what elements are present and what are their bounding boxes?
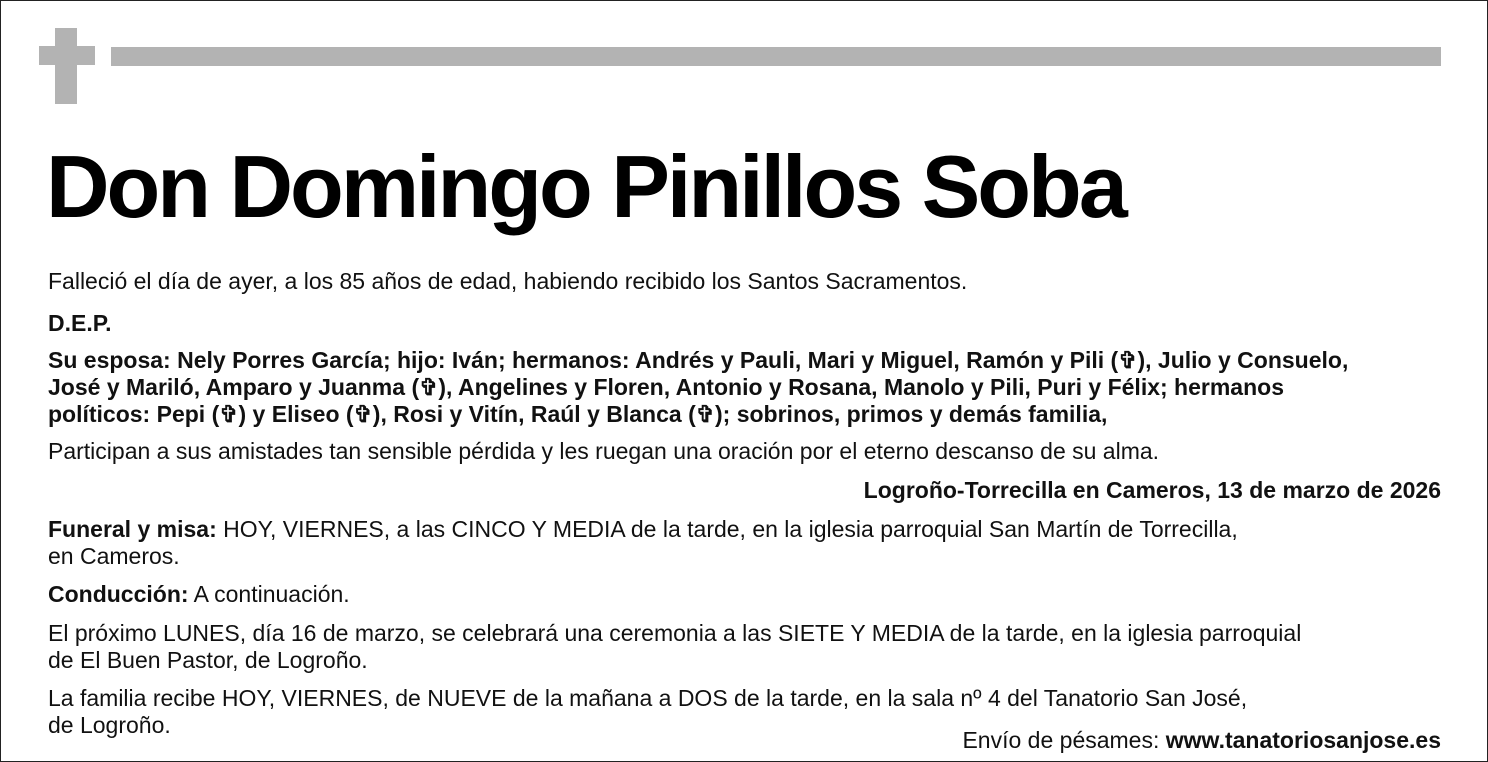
family-line-2: José y Mariló, Amparo y Juanma (✞), Angelines y Floren, Antonio y Rosana, Manolo y Pili, Puri y Félix; hermanos [48,374,1284,400]
pesames-label: Envío de pésames: [962,727,1166,753]
deceased-name: Don Domingo Pinillos Soba [46,137,1125,236]
funeral-text: HOY, VIERNES, a las CINCO Y MEDIA de la tarde, en la iglesia parroquial San Martín de Torrecilla, [216,516,1238,542]
funeral-line-1 [48,516,1448,543]
pesames-link[interactable]: www.tanatoriosanjose.es [1165,727,1441,753]
participation-text: Participan a sus amistades tan sensible pérdida y les ruegan una oración por el eterno descanso de su alma. [48,438,1160,464]
family-line-3: políticos: Pepi (✞) y Eliseo (✞), Rosi y Vitín, Raúl y Blanca (✞); sobrinos, primos y demás familia, [48,401,1108,427]
header-bar [111,47,1441,66]
family-line-1: Su esposa: Nely Porres García; hijo: Iván; hermanos: Andrés y Pauli, Mari y Miguel, Ramón y Pili (✞), Julio y Consuelo, [48,347,1349,373]
family-receives-line-2: de Logroño. [48,712,171,738]
ceremony-line-1: El próximo LUNES, día 16 de marzo, se celebrará una ceremonia a las SIETE Y MEDIA de la tarde, en la iglesia parroquial [48,620,1302,646]
family-receives-line-1: La familia recibe HOY, VIERNES, de NUEVE de la mañana a DOS de la tarde, en la sala nº 4 del Tanatorio San José, [48,685,1248,711]
dep-line: D.E.P. [48,310,112,336]
conduccion-line [48,581,1448,608]
ceremony-line-2: de El Buen Pastor, de Logroño. [48,647,368,673]
place-date: Logroño-Torrecilla en Cameros, 13 de marzo de 2026 [863,477,1441,503]
death-notice: Falleció el día de ayer, a los 85 años de edad, habiendo recibido los Santos Sacramentos. [48,268,968,294]
funeral-line-2: en Cameros. [48,543,180,569]
conduccion-text: A continuación. [188,581,350,607]
conduccion-label: Conducción: [48,581,189,607]
funeral-label: Funeral y misa: [48,516,217,542]
pesames-line [962,727,1441,754]
